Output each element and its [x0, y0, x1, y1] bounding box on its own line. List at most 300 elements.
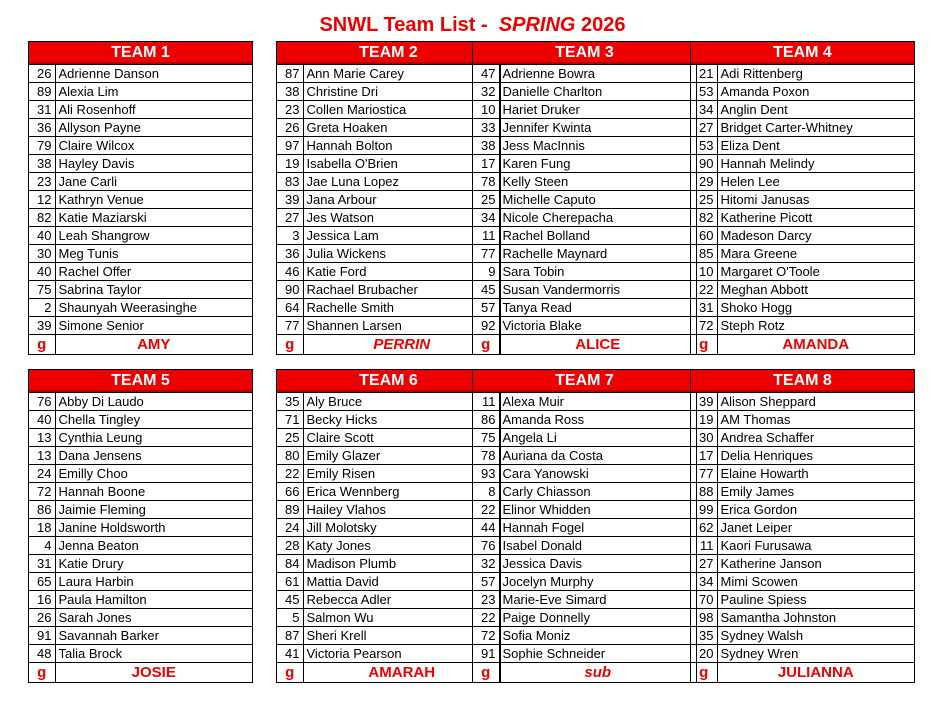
jersey-number: 38	[473, 137, 499, 155]
table-row	[277, 191, 500, 209]
player-name: Victoria Blake	[499, 317, 696, 335]
goalie-marker: g	[691, 335, 717, 356]
team-card-8	[690, 369, 915, 683]
table-row	[473, 155, 696, 173]
table-row	[29, 447, 252, 465]
jersey-number: 22	[473, 609, 499, 627]
team-roster	[473, 65, 696, 355]
jersey-number: 11	[473, 393, 499, 411]
jersey-number: 13	[29, 447, 55, 465]
jersey-number: 45	[277, 591, 303, 609]
jersey-number: 87	[277, 627, 303, 645]
jersey-number: 93	[473, 465, 499, 483]
goalie-marker: g	[473, 335, 499, 356]
jersey-number: 10	[691, 263, 717, 281]
table-row	[277, 83, 500, 101]
team-header: TEAM 5	[29, 370, 252, 393]
jersey-number: 17	[473, 155, 499, 173]
table-row	[691, 209, 914, 227]
jersey-number: 12	[29, 191, 55, 209]
goalie-row	[277, 663, 500, 684]
table-row	[277, 245, 500, 263]
jersey-number: 90	[691, 155, 717, 173]
jersey-number: 34	[691, 101, 717, 119]
jersey-number: 33	[473, 119, 499, 137]
jersey-number: 22	[473, 501, 499, 519]
jersey-number: 32	[473, 83, 499, 101]
table-row	[277, 483, 500, 501]
jersey-number: 86	[473, 411, 499, 429]
player-name: Aly Bruce	[303, 393, 500, 411]
table-row	[691, 501, 914, 519]
table-row	[473, 137, 696, 155]
table-row	[691, 245, 914, 263]
jersey-number: 78	[473, 173, 499, 191]
table-row	[691, 591, 914, 609]
goalie-row	[473, 663, 696, 684]
team-roster	[277, 393, 500, 683]
table-row	[277, 281, 500, 299]
table-row	[277, 119, 500, 137]
jersey-number: 22	[691, 281, 717, 299]
table-row	[277, 173, 500, 191]
player-name: Pauline Spiess	[717, 591, 914, 609]
table-row	[473, 119, 696, 137]
player-name: Alison Sheppard	[717, 393, 914, 411]
team-card-1	[28, 41, 253, 355]
goalie-row	[29, 663, 252, 684]
player-name: AM Thomas	[717, 411, 914, 429]
player-name: Cara Yanowski	[499, 465, 696, 483]
player-name: Erica Gordon	[717, 501, 914, 519]
player-name: Jane Carli	[55, 173, 252, 191]
page-title	[0, 12, 945, 38]
player-name: Collen Mariostica	[303, 101, 500, 119]
team-roster	[29, 65, 252, 355]
table-row	[691, 317, 914, 335]
table-row	[691, 83, 914, 101]
jersey-number: 24	[29, 465, 55, 483]
table-row	[473, 447, 696, 465]
table-row	[277, 155, 500, 173]
player-name: Sydney Wren	[717, 645, 914, 663]
table-row	[473, 645, 696, 663]
table-row	[29, 191, 252, 209]
player-name: Kathryn Venue	[55, 191, 252, 209]
player-name: Eliza Dent	[717, 137, 914, 155]
player-name: Sydney Walsh	[717, 627, 914, 645]
player-name: Janine Holdsworth	[55, 519, 252, 537]
jersey-number: 38	[29, 155, 55, 173]
table-row	[473, 627, 696, 645]
player-name: Christine Dri	[303, 83, 500, 101]
player-name: Hannah Fogel	[499, 519, 696, 537]
table-row	[29, 209, 252, 227]
player-name: Amanda Ross	[499, 411, 696, 429]
jersey-number: 79	[29, 137, 55, 155]
table-row	[29, 245, 252, 263]
player-name: Mattia David	[303, 573, 500, 591]
player-name: Jennifer Kwinta	[499, 119, 696, 137]
player-name: Margaret O'Toole	[717, 263, 914, 281]
player-name: Janet Leiper	[717, 519, 914, 537]
table-row	[691, 263, 914, 281]
table-row	[691, 119, 914, 137]
jersey-number: 19	[691, 411, 717, 429]
jersey-number: 48	[29, 645, 55, 663]
team-roster	[473, 393, 696, 683]
team-card-3	[472, 41, 697, 355]
player-name: Rachelle Maynard	[499, 245, 696, 263]
jersey-number: 8	[473, 483, 499, 501]
table-row	[473, 317, 696, 335]
jersey-number: 90	[277, 281, 303, 299]
table-row	[473, 245, 696, 263]
jersey-number: 47	[473, 65, 499, 83]
player-name: Meg Tunis	[55, 245, 252, 263]
jersey-number: 45	[473, 281, 499, 299]
player-name: Katherine Janson	[717, 555, 914, 573]
player-name: Sofia Moniz	[499, 627, 696, 645]
player-name: Erica Wennberg	[303, 483, 500, 501]
goalie-name: ALICE	[575, 336, 621, 353]
player-name: Isabella O'Brien	[303, 155, 500, 173]
table-row	[691, 299, 914, 317]
table-row	[473, 263, 696, 281]
player-name: Katie Drury	[55, 555, 252, 573]
player-name: Kaori Furusawa	[717, 537, 914, 555]
table-row	[277, 645, 500, 663]
jersey-number: 36	[277, 245, 303, 263]
table-row	[691, 645, 914, 663]
jersey-number: 76	[473, 537, 499, 555]
table-row	[277, 299, 500, 317]
table-row	[691, 447, 914, 465]
player-name: Auriana da Costa	[499, 447, 696, 465]
jersey-number: 18	[29, 519, 55, 537]
jersey-number: 40	[29, 411, 55, 429]
jersey-number: 46	[277, 263, 303, 281]
jersey-number: 27	[277, 209, 303, 227]
table-row	[277, 65, 500, 83]
player-name: Jocelyn Murphy	[499, 573, 696, 591]
jersey-number: 23	[277, 101, 303, 119]
table-row	[277, 591, 500, 609]
player-name: Katie Ford	[303, 263, 500, 281]
player-name: Adrienne Danson	[55, 65, 252, 83]
jersey-number: 84	[277, 555, 303, 573]
table-row	[29, 263, 252, 281]
player-name: Salmon Wu	[303, 609, 500, 627]
player-name: Jenna Beaton	[55, 537, 252, 555]
table-row	[691, 483, 914, 501]
player-name: Danielle Charlton	[499, 83, 696, 101]
table-row	[29, 281, 252, 299]
table-row	[29, 393, 252, 411]
table-row	[473, 429, 696, 447]
team-header: TEAM 7	[473, 370, 696, 393]
player-name: Tanya Read	[499, 299, 696, 317]
player-name: Rachel Offer	[55, 263, 252, 281]
table-row	[691, 173, 914, 191]
player-name: Elinor Whidden	[499, 501, 696, 519]
goalie-name: AMANDA	[782, 336, 850, 353]
jersey-number: 85	[691, 245, 717, 263]
jersey-number: 25	[277, 429, 303, 447]
jersey-number: 83	[277, 173, 303, 191]
goalie-name: AMARAH	[368, 664, 436, 681]
jersey-number: 65	[29, 573, 55, 591]
table-row	[29, 465, 252, 483]
table-row	[277, 263, 500, 281]
table-row	[277, 465, 500, 483]
table-row	[691, 411, 914, 429]
table-row	[29, 573, 252, 591]
table-row	[473, 191, 696, 209]
table-row	[473, 537, 696, 555]
player-name: Becky Hicks	[303, 411, 500, 429]
jersey-number: 70	[691, 591, 717, 609]
player-name: Paula Hamilton	[55, 591, 252, 609]
jersey-number: 35	[277, 393, 303, 411]
table-row	[29, 555, 252, 573]
player-name: Delia Henriques	[717, 447, 914, 465]
jersey-number: 44	[473, 519, 499, 537]
goalie-name: PERRIN	[373, 336, 431, 353]
table-row	[277, 519, 500, 537]
player-name: Chella Tingley	[55, 411, 252, 429]
player-name: Jill Molotsky	[303, 519, 500, 537]
jersey-number: 5	[277, 609, 303, 627]
player-name: Hannah Boone	[55, 483, 252, 501]
jersey-number: 97	[277, 137, 303, 155]
table-row	[691, 519, 914, 537]
table-row	[29, 101, 252, 119]
jersey-number: 26	[29, 65, 55, 83]
player-name: Hannah Melindy	[717, 155, 914, 173]
goalie-marker: g	[29, 663, 55, 684]
goalie-row	[473, 335, 696, 356]
jersey-number: 60	[691, 227, 717, 245]
jersey-number: 36	[29, 119, 55, 137]
player-name: Cynthia Leung	[55, 429, 252, 447]
table-row	[473, 281, 696, 299]
player-name: Simone Senior	[55, 317, 252, 335]
table-row	[277, 609, 500, 627]
player-name: Ali Rosenhoff	[55, 101, 252, 119]
player-name: Jaimie Fleming	[55, 501, 252, 519]
player-name: Michelle Caputo	[499, 191, 696, 209]
team-header: TEAM 3	[473, 42, 696, 65]
table-row	[691, 627, 914, 645]
table-row	[277, 537, 500, 555]
player-name: Emily Risen	[303, 465, 500, 483]
table-row	[277, 137, 500, 155]
jersey-number: 86	[29, 501, 55, 519]
team-roster	[691, 65, 914, 355]
player-name: Hailey Vlahos	[303, 501, 500, 519]
jersey-number: 13	[29, 429, 55, 447]
player-name: Elaine Howarth	[717, 465, 914, 483]
team-roster	[277, 65, 500, 355]
jersey-number: 92	[473, 317, 499, 335]
table-row	[473, 465, 696, 483]
jersey-number: 11	[473, 227, 499, 245]
jersey-number: 11	[691, 537, 717, 555]
table-row	[29, 119, 252, 137]
player-name: Hitomi Janusas	[717, 191, 914, 209]
jersey-number: 77	[691, 465, 717, 483]
jersey-number: 91	[473, 645, 499, 663]
table-row	[277, 101, 500, 119]
player-name: Shaunyah Weerasinghe	[55, 299, 252, 317]
table-row	[691, 429, 914, 447]
table-row	[473, 65, 696, 83]
table-row	[29, 591, 252, 609]
jersey-number: 31	[29, 555, 55, 573]
player-name: Rachelle Smith	[303, 299, 500, 317]
table-row	[29, 83, 252, 101]
jersey-number: 40	[29, 263, 55, 281]
player-name: Emilly Choo	[55, 465, 252, 483]
table-row	[691, 537, 914, 555]
jersey-number: 16	[29, 591, 55, 609]
jersey-number: 89	[29, 83, 55, 101]
player-name: Paige Donnelly	[499, 609, 696, 627]
goalie-row	[691, 335, 914, 356]
jersey-number: 19	[277, 155, 303, 173]
jersey-number: 75	[29, 281, 55, 299]
jersey-number: 38	[277, 83, 303, 101]
player-name: Jess MacInnis	[499, 137, 696, 155]
jersey-number: 66	[277, 483, 303, 501]
player-name: Bridget Carter-Whitney	[717, 119, 914, 137]
table-row	[473, 101, 696, 119]
jersey-number: 30	[29, 245, 55, 263]
jersey-number: 53	[691, 137, 717, 155]
goalie-row	[29, 335, 252, 356]
jersey-number: 77	[277, 317, 303, 335]
table-row	[29, 429, 252, 447]
goalie-row	[691, 663, 914, 684]
goalie-name: JOSIE	[131, 664, 176, 681]
player-name: Alexia Lim	[55, 83, 252, 101]
jersey-number: 31	[691, 299, 717, 317]
player-name: Rebecca Adler	[303, 591, 500, 609]
table-row	[277, 317, 500, 335]
player-name: Abby Di Laudo	[55, 393, 252, 411]
table-row	[29, 227, 252, 245]
jersey-number: 17	[691, 447, 717, 465]
jersey-number: 77	[473, 245, 499, 263]
jersey-number: 26	[277, 119, 303, 137]
goalie-name: JULIANNA	[777, 664, 854, 681]
goalie-marker: g	[277, 663, 303, 684]
jersey-number: 23	[473, 591, 499, 609]
player-name: Claire Scott	[303, 429, 500, 447]
table-row	[473, 501, 696, 519]
player-name: Hayley Davis	[55, 155, 252, 173]
jersey-number: 87	[277, 65, 303, 83]
player-name: Sheri Krell	[303, 627, 500, 645]
player-name: Jessica Davis	[499, 555, 696, 573]
jersey-number: 62	[691, 519, 717, 537]
player-name: Katherine Picott	[717, 209, 914, 227]
player-name: Madeson Darcy	[717, 227, 914, 245]
jersey-number: 64	[277, 299, 303, 317]
jersey-number: 27	[691, 119, 717, 137]
player-name: Jae Luna Lopez	[303, 173, 500, 191]
player-name: Dana Jensens	[55, 447, 252, 465]
jersey-number: 32	[473, 555, 499, 573]
goalie-name: sub	[584, 664, 612, 681]
jersey-number: 72	[691, 317, 717, 335]
player-name: Marie-Eve Simard	[499, 591, 696, 609]
player-name: Adrienne Bowra	[499, 65, 696, 83]
player-name: Sabrina Taylor	[55, 281, 252, 299]
jersey-number: 4	[29, 537, 55, 555]
table-row	[473, 555, 696, 573]
jersey-number: 57	[473, 573, 499, 591]
jersey-number: 75	[473, 429, 499, 447]
table-row	[473, 411, 696, 429]
player-name: Helen Lee	[717, 173, 914, 191]
table-row	[29, 155, 252, 173]
player-name: Shannen Larsen	[303, 317, 500, 335]
jersey-number: 57	[473, 299, 499, 317]
table-row	[277, 447, 500, 465]
player-name: Julia Wickens	[303, 245, 500, 263]
title-season: SPRING	[498, 14, 576, 36]
team-card-6	[276, 369, 501, 683]
table-row	[29, 317, 252, 335]
player-name: Ann Marie Carey	[303, 65, 500, 83]
jersey-number: 61	[277, 573, 303, 591]
table-row	[29, 65, 252, 83]
table-row	[691, 65, 914, 83]
table-row	[473, 483, 696, 501]
team-card-4	[690, 41, 915, 355]
goalie-row	[277, 335, 500, 356]
table-row	[29, 483, 252, 501]
jersey-number: 39	[29, 317, 55, 335]
jersey-number: 30	[691, 429, 717, 447]
player-name: Emily Glazer	[303, 447, 500, 465]
table-row	[277, 393, 500, 411]
jersey-number: 98	[691, 609, 717, 627]
table-row	[277, 627, 500, 645]
player-name: Claire Wilcox	[55, 137, 252, 155]
table-row	[691, 137, 914, 155]
player-name: Mara Greene	[717, 245, 914, 263]
team-header: TEAM 1	[29, 42, 252, 65]
goalie-marker: g	[473, 663, 499, 684]
player-name: Jes Watson	[303, 209, 500, 227]
player-name: Hannah Bolton	[303, 137, 500, 155]
jersey-number: 91	[29, 627, 55, 645]
jersey-number: 41	[277, 645, 303, 663]
table-row	[473, 173, 696, 191]
player-name: Katie Maziarski	[55, 209, 252, 227]
goalie-marker: g	[691, 663, 717, 684]
table-row	[29, 411, 252, 429]
jersey-number: 80	[277, 447, 303, 465]
player-name: Madison Plumb	[303, 555, 500, 573]
player-name: Sophie Schneider	[499, 645, 696, 663]
team-header: TEAM 8	[691, 370, 914, 393]
table-row	[277, 411, 500, 429]
jersey-number: 99	[691, 501, 717, 519]
